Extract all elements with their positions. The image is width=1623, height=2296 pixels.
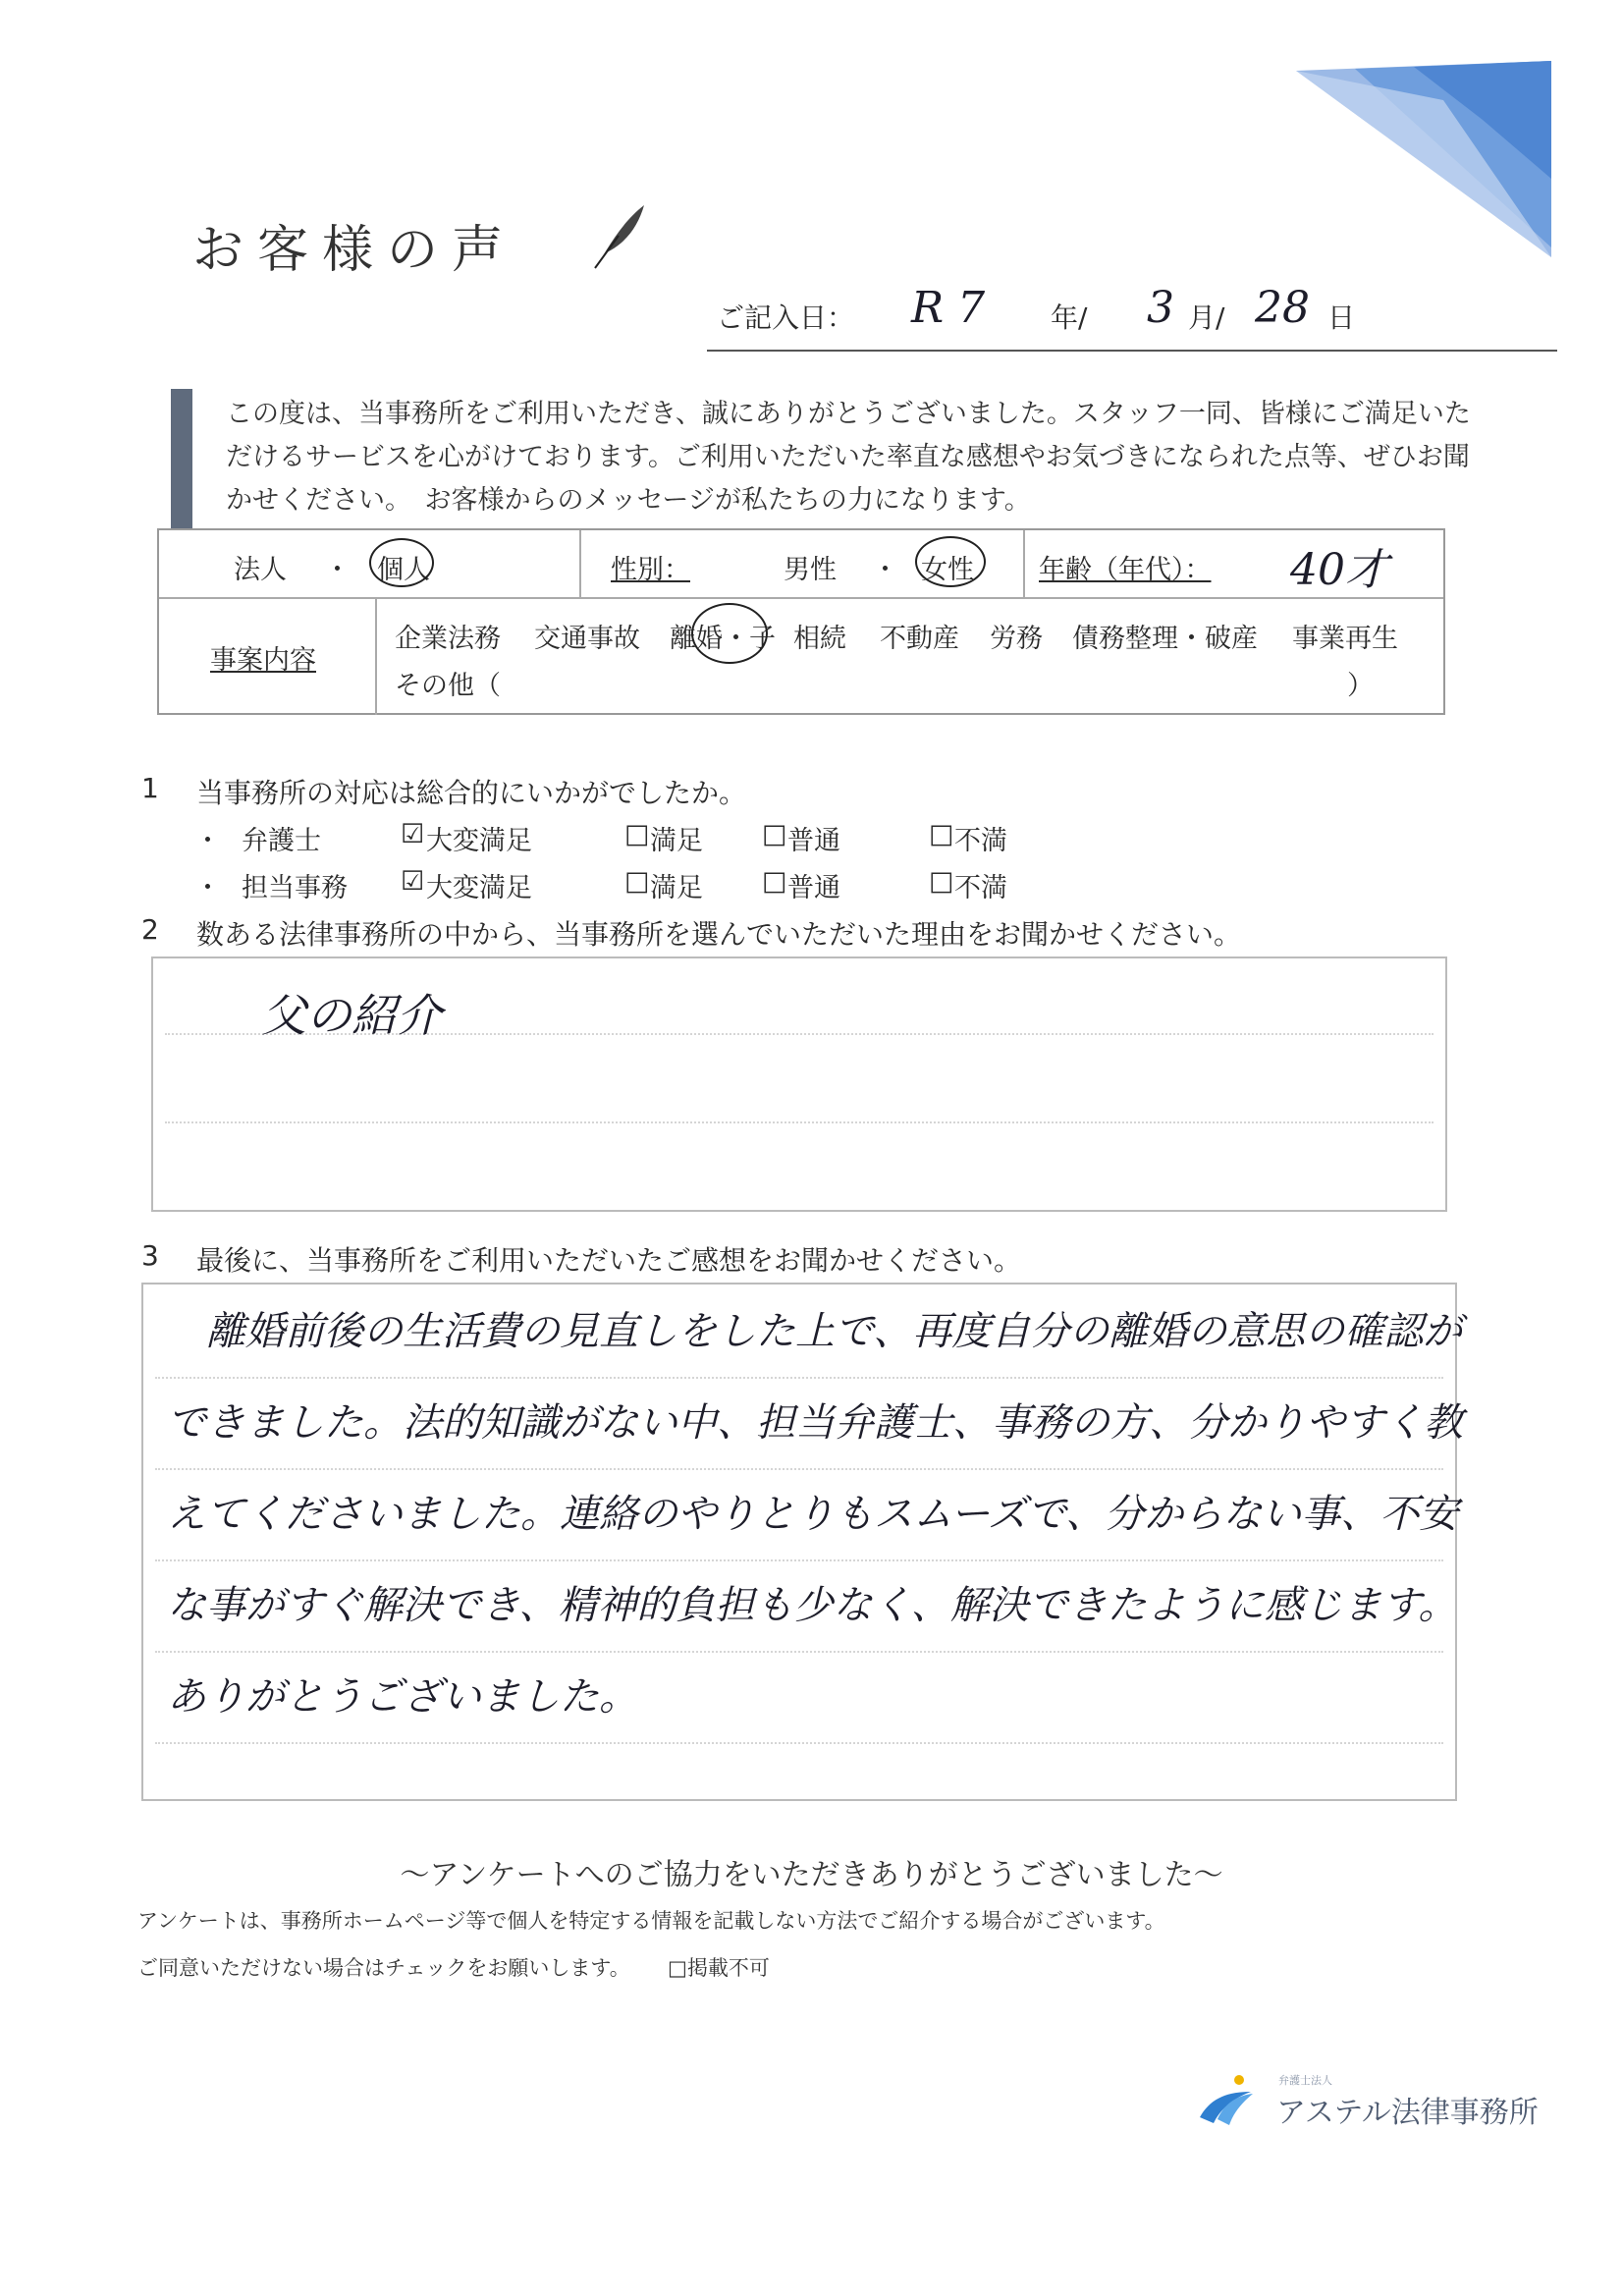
table-col-divider bbox=[579, 530, 581, 597]
case-option-inheritance[interactable]: 相続 bbox=[793, 624, 846, 654]
case-option-business[interactable]: 事業再生 bbox=[1292, 624, 1398, 654]
case-other-close: ） bbox=[1347, 671, 1374, 701]
q1-staff-option-dissatisfied: 不満 bbox=[954, 873, 1007, 903]
selection-circle bbox=[915, 536, 986, 587]
case-other-open[interactable]: その他（ bbox=[395, 671, 501, 701]
q1-bullet: ・ bbox=[194, 826, 221, 856]
gender-separator: ・ bbox=[872, 555, 898, 585]
date-month-unit: 月/ bbox=[1188, 301, 1225, 334]
consent-note: ご同意いただけない場合はチェックをお願いします。 bbox=[137, 1956, 630, 1980]
info-table bbox=[157, 528, 1445, 715]
q1-lawyer-checkbox[interactable]: □ bbox=[762, 819, 787, 849]
selection-circle bbox=[369, 538, 434, 587]
q2-answer-text: 父の紹介 bbox=[261, 989, 442, 1042]
date-day-unit: 日 bbox=[1327, 301, 1356, 334]
date-year-value: R 7 bbox=[911, 283, 986, 333]
q1-text: 当事務所の対応は総合的にいかがでしたか。 bbox=[196, 777, 747, 809]
date-day-value: 28 bbox=[1255, 283, 1310, 333]
q1-lawyer-option-very-satisfied: 大変満足 bbox=[426, 826, 532, 856]
ruled-line bbox=[165, 1121, 1434, 1123]
case-option-labor[interactable]: 労務 bbox=[990, 624, 1043, 654]
case-option-corporate[interactable]: 企業法務 bbox=[395, 624, 501, 654]
q1-row-staff-label: 担当事務 bbox=[242, 873, 348, 903]
q1-staff-checkbox[interactable]: □ bbox=[762, 866, 787, 897]
q1-number: 1 bbox=[141, 772, 159, 804]
date-year-unit: 年/ bbox=[1051, 301, 1088, 334]
case-option-divorce[interactable]: 離婚・子 bbox=[670, 624, 776, 654]
gender-female[interactable]: 女性 bbox=[921, 555, 974, 585]
q1-row-lawyer-label: 弁護士 bbox=[242, 826, 321, 856]
entity-individual[interactable]: 個人 bbox=[377, 555, 430, 585]
q2-text: 数ある法律事務所の中から、当事務所を選んでいただいた理由をお聞かせください。 bbox=[196, 918, 1242, 951]
gender-label: 性別： bbox=[611, 555, 690, 585]
date-label: ご記入日： bbox=[717, 301, 855, 334]
intro-accent-bar bbox=[171, 389, 192, 528]
q3-answer-text: 離婚前後の生活費の見直しをした上で、再度自分の離婚の意思の確認ができました。法的知識がない中、担当弁護士、事務の方、分かりやすく教えてくださいました。連絡のやりとりもスムーズで、分からない事、不安な事がすぐ解決でき、精神的負担も少なく、解決できたように感じます。ありがとうございました。 bbox=[167, 1309, 1463, 1720]
q1-lawyer-checkbox[interactable]: □ bbox=[624, 819, 650, 849]
q1-staff-option-satisfied: 満足 bbox=[650, 873, 703, 903]
thanks-message: 〜アンケートへのご協力をいただきありがとうございました〜 bbox=[400, 1858, 1223, 1892]
q1-staff-option-very-satisfied: 大変満足 bbox=[426, 873, 532, 903]
q1-lawyer-option-dissatisfied: 不満 bbox=[954, 826, 1007, 856]
q2-answer-box[interactable] bbox=[151, 957, 1447, 1212]
q1-staff-checkbox-checked[interactable]: ☑ bbox=[401, 866, 425, 897]
q1-lawyer-option-normal: 普通 bbox=[787, 826, 840, 856]
q1-lawyer-option-satisfied: 満足 bbox=[650, 826, 703, 856]
no-publish-checkbox[interactable]: □掲載不可 bbox=[668, 1956, 770, 1980]
age-label: 年齢（年代）： bbox=[1039, 555, 1212, 585]
q1-bullet: ・ bbox=[194, 873, 221, 903]
table-row-divider bbox=[159, 597, 1443, 599]
entity-separator: ・ bbox=[324, 555, 351, 585]
publication-note: アンケートは、事務所ホームページ等で個人を特定する情報を記載しない方法でご紹介する場合がございます。 bbox=[137, 1909, 1165, 1933]
gender-male[interactable]: 男性 bbox=[784, 555, 837, 585]
age-value: 40才 bbox=[1290, 545, 1388, 595]
q1-lawyer-checkbox[interactable]: □ bbox=[929, 819, 954, 849]
selection-circle bbox=[691, 603, 768, 664]
logo-caption: 弁護士法人 bbox=[1278, 2074, 1332, 2087]
case-option-traffic[interactable]: 交通事故 bbox=[534, 624, 640, 654]
intro-text: この度は、当事務所をご利用いただき、誠にありがとうございました。スタッフ一同、皆様にご満足いただけるサービスを心がけております。ご利用いただいた率直な感想やお気づきになられた点等、ぜひお聞かせください。 お客様からのメッセージが私たちの力になります。 bbox=[226, 399, 1471, 516]
q3-text: 最後に、当事務所をご利用いただいたご感想をお聞かせください。 bbox=[196, 1244, 1022, 1277]
entity-corporate[interactable]: 法人 bbox=[234, 555, 287, 585]
q1-lawyer-checkbox-checked[interactable]: ☑ bbox=[401, 819, 425, 849]
page-title: お客様の声 bbox=[192, 221, 517, 280]
table-col-divider bbox=[1023, 530, 1025, 597]
date-month-value: 3 bbox=[1147, 283, 1174, 333]
logo-name: アステル法律事務所 bbox=[1276, 2096, 1539, 2130]
q1-staff-checkbox[interactable]: □ bbox=[624, 866, 650, 897]
case-option-debt[interactable]: 債務整理・破産 bbox=[1072, 624, 1258, 654]
logo-icon bbox=[1196, 2070, 1255, 2127]
corner-decoration bbox=[1296, 61, 1551, 257]
q3-number: 3 bbox=[141, 1239, 159, 1272]
table-col-divider bbox=[375, 597, 377, 715]
q2-number: 2 bbox=[141, 913, 159, 946]
case-label: 事案内容 bbox=[210, 645, 316, 676]
date-underline bbox=[707, 350, 1557, 352]
quill-icon bbox=[589, 201, 648, 270]
q1-staff-checkbox[interactable]: □ bbox=[929, 866, 954, 897]
case-option-real-estate[interactable]: 不動産 bbox=[880, 624, 959, 654]
q1-staff-option-normal: 普通 bbox=[787, 873, 840, 903]
